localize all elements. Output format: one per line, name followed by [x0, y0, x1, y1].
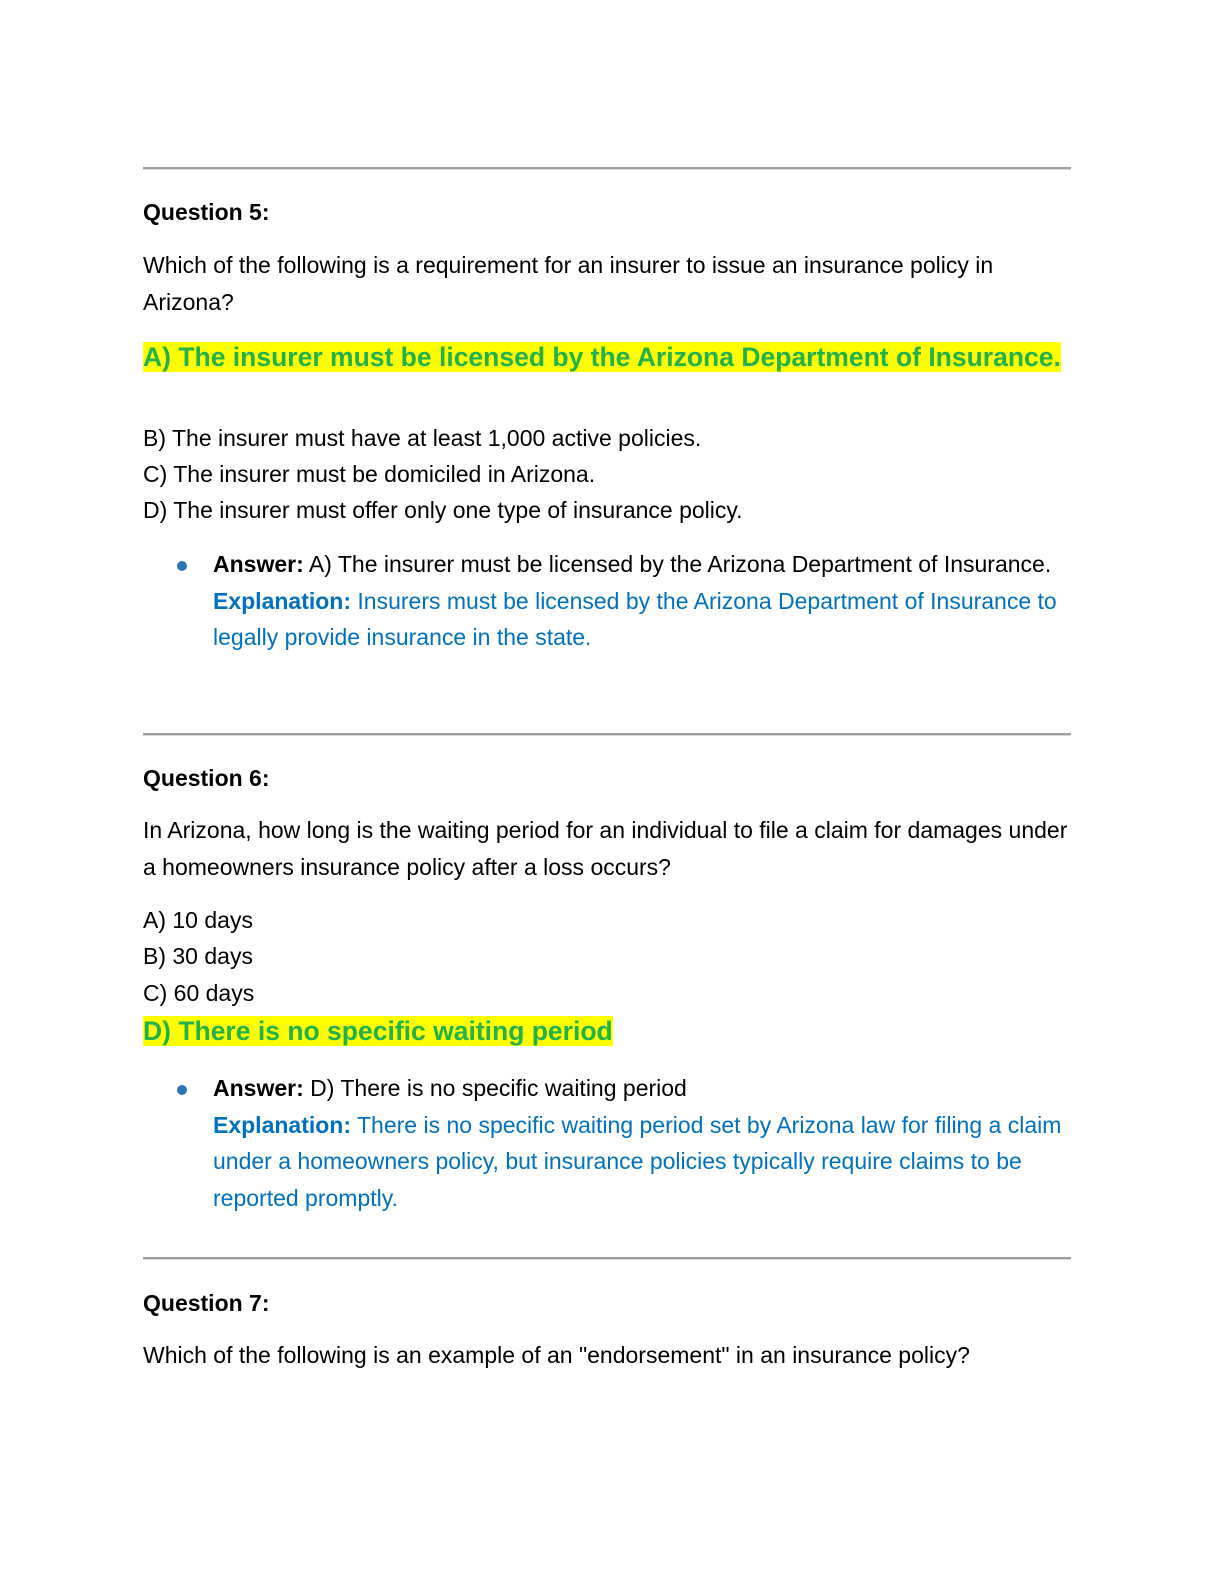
explanation-label: Explanation:	[213, 587, 352, 614]
answer-line	[213, 546, 1071, 583]
section-divider	[143, 167, 1071, 170]
question-6-text: In Arizona, how long is the waiting period for an individual to file a claim for damages under a homeowners insurance policy after a loss occurs?	[143, 817, 1068, 880]
bullet-icon	[177, 1085, 187, 1095]
question-7-title: Question 7:	[143, 1290, 270, 1316]
question-5-title: Question 5:	[143, 199, 270, 225]
explanation-text: Insurers must be licensed by the Arizona Department of Insurance to legally provide insurance in the state.	[213, 587, 1057, 650]
answer-text: A) The insurer must be licensed by the Arizona Department of Insurance.	[308, 551, 1052, 577]
question-6-title: Question 6:	[143, 765, 270, 791]
explanation-line	[213, 583, 1071, 656]
explanation-label: Explanation:	[213, 1111, 352, 1138]
answer-label: Answer:	[213, 1075, 304, 1101]
section-divider	[143, 733, 1071, 736]
question-5-option-b: B) The insurer must have at least 1,000 active policies.	[143, 425, 702, 451]
correct-option-highlight: A) The insurer must be licensed by the Arizona Department of Insurance.	[143, 342, 1061, 372]
question-5-option-c: C) The insurer must be domiciled in Arizona.	[143, 461, 596, 487]
explanation-text: There is no specific waiting period set by Arizona law for filing a claim under a homeowners policy, but insurance policies typically require claims to be reported promptly.	[213, 1111, 1062, 1211]
question-6-option-b: B) 30 days	[143, 943, 253, 969]
answer-text: D) There is no specific waiting period	[310, 1075, 687, 1101]
question-5-option-d: D) The insurer must offer only one type of insurance policy.	[143, 497, 743, 523]
question-7-text: Which of the following is an example of an "endorsement" in an insurance policy?	[143, 1342, 970, 1368]
answer-label: Answer:	[213, 551, 304, 577]
question-6-option-d-correct	[143, 1010, 1071, 1052]
question-6-answer-block	[213, 1070, 1071, 1216]
explanation-line	[213, 1107, 1071, 1217]
answer-line	[213, 1070, 1071, 1107]
correct-option-highlight: D) There is no specific waiting period	[143, 1016, 613, 1046]
question-6-option-c: C) 60 days	[143, 980, 255, 1006]
question-5-answer-block	[213, 546, 1071, 656]
section-divider	[143, 1257, 1071, 1260]
question-5-option-a-correct	[143, 336, 1071, 378]
question-5-text: Which of the following is a requirement for an insurer to issue an insurance policy in Arizona?	[143, 252, 994, 315]
bullet-icon	[177, 561, 187, 571]
question-6-option-a: A) 10 days	[143, 907, 253, 933]
